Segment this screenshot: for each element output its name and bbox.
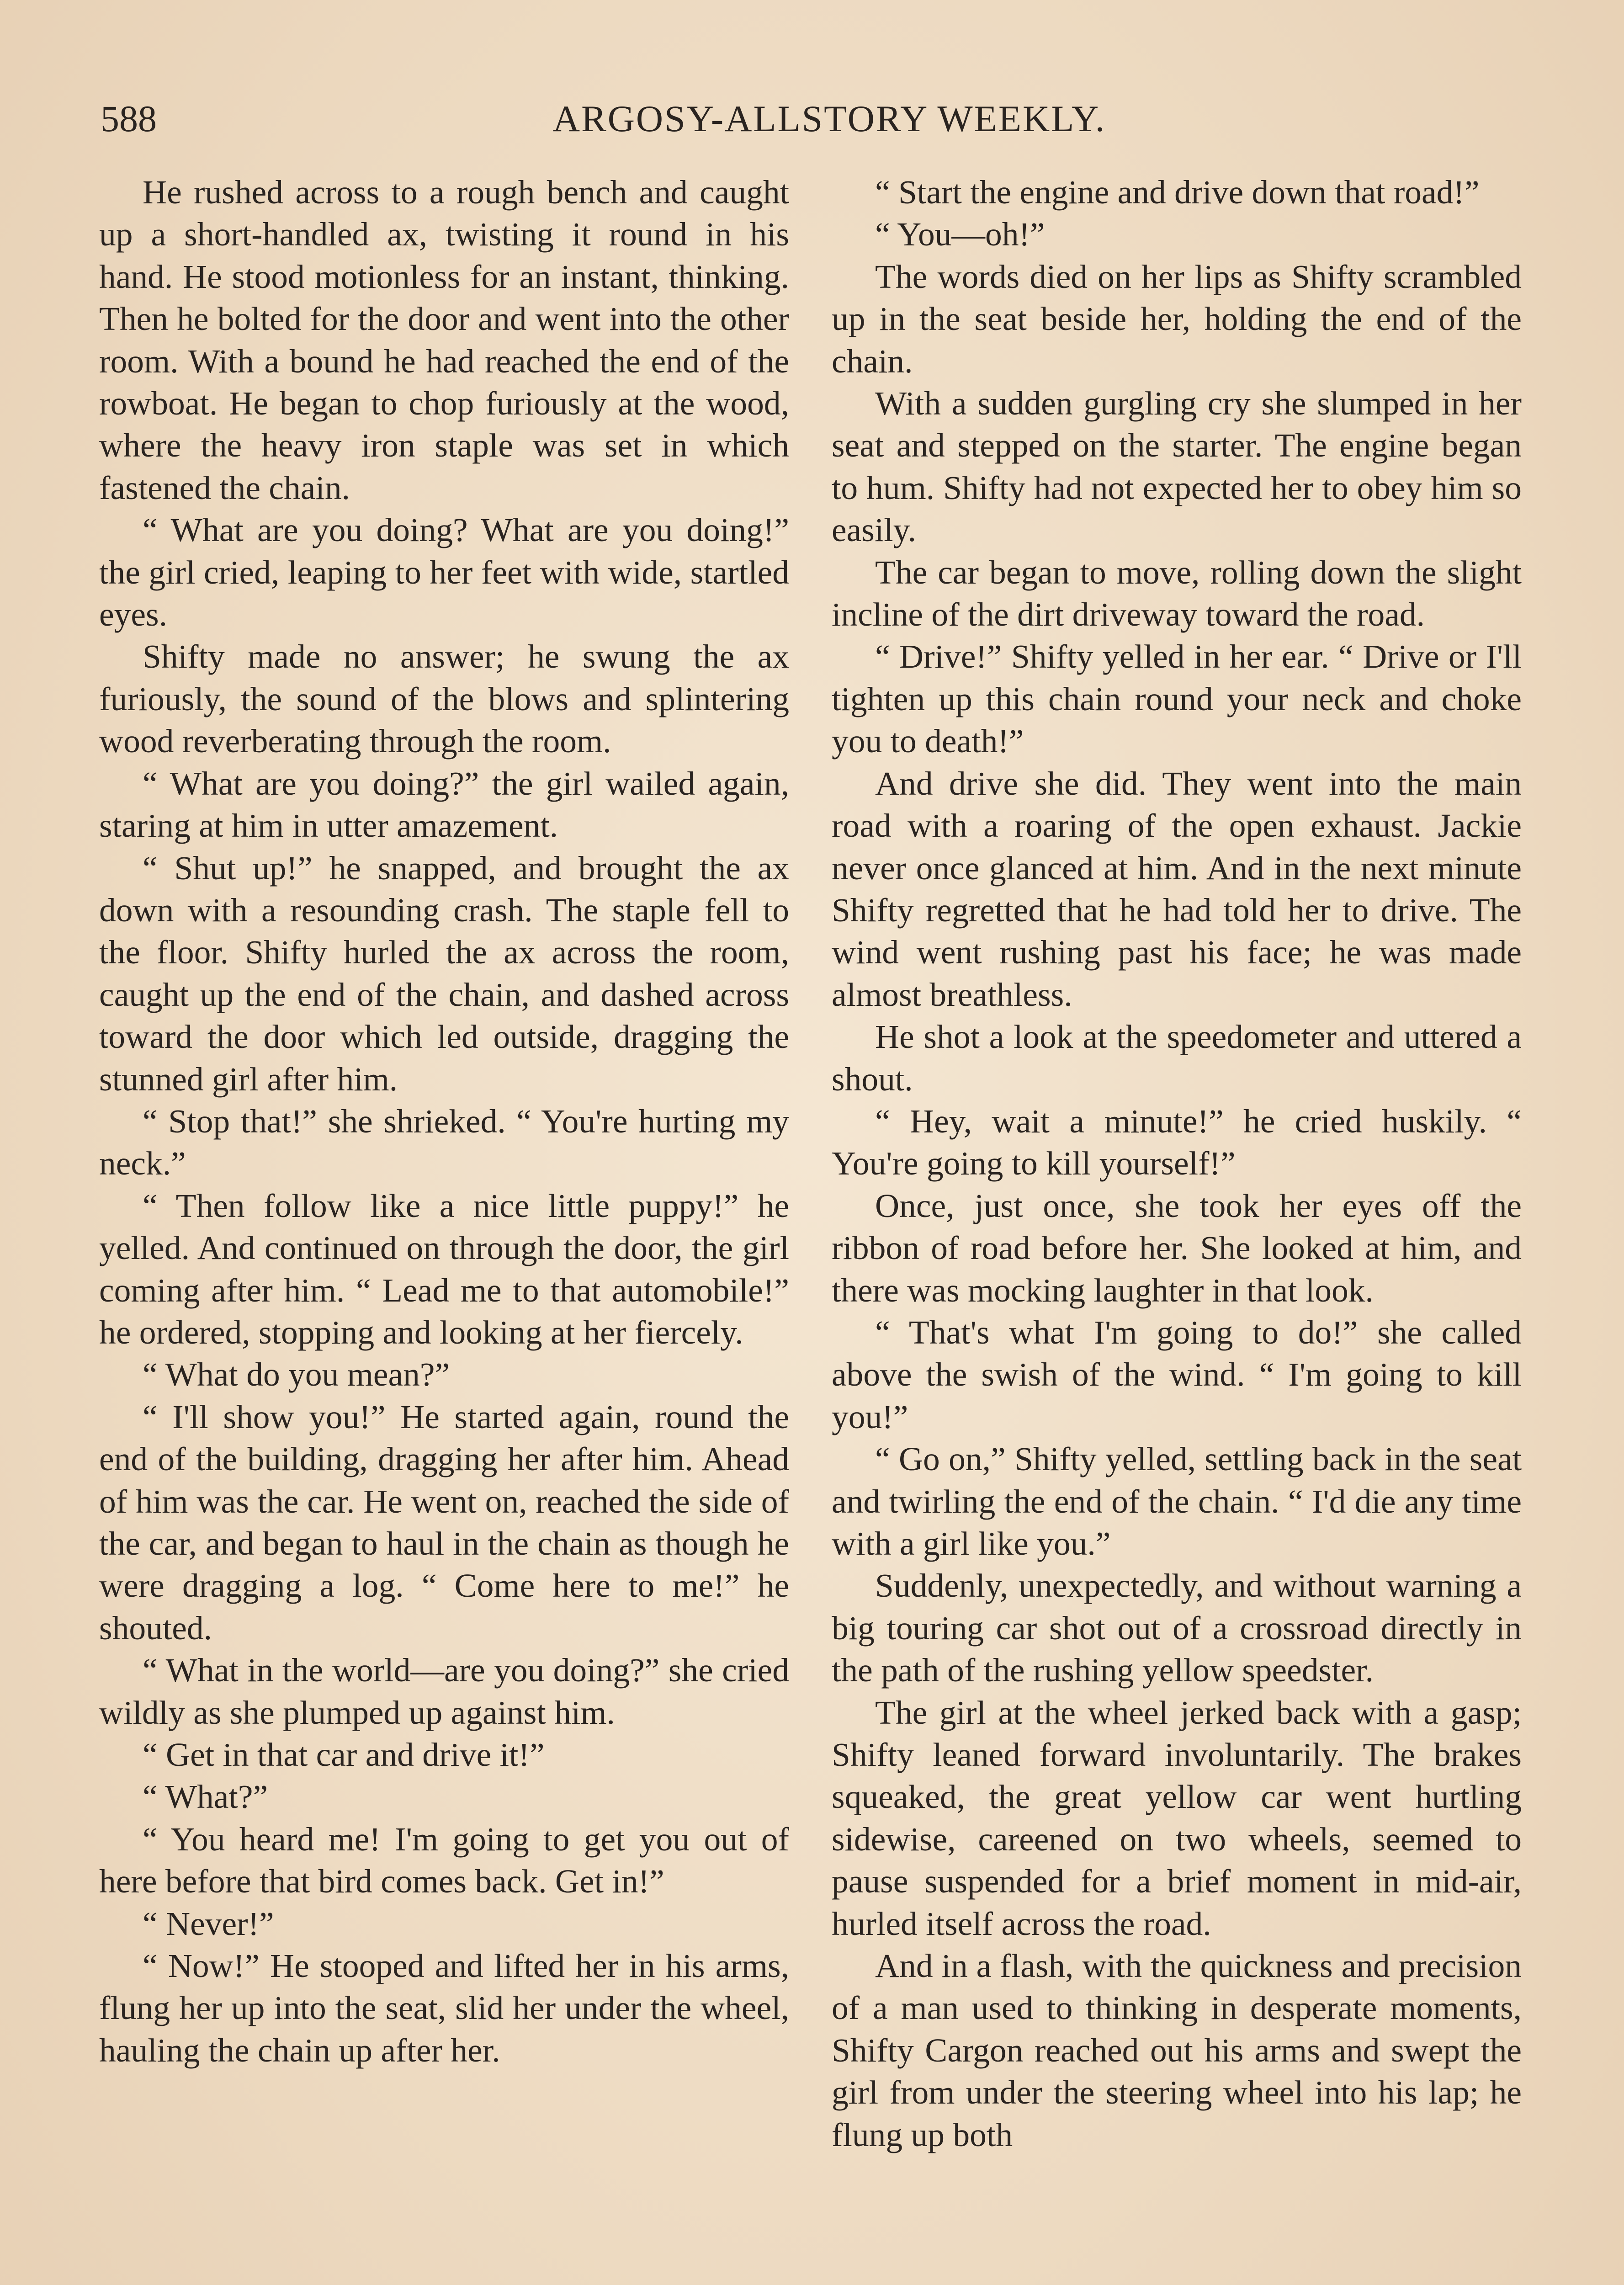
paragraph: “ Hey, wait a minute!” he cried huskily. “ You're going to kill yourself!” [832,1102,1522,1182]
paragraph: “ Start the engine and drive down that road!” [875,174,1480,211]
paragraph: “ Shut up!” he snapped, and brought the ax down with a resounding crash. The staple fell to the floor. Shifty hurled the ax across the room, caught up the end of the chain, and dashed across toward the door which led outside, dragging the stunned girl after him. [99,849,789,1098]
page-number: 588 [101,98,157,139]
paragraph: “ Drive!” Shifty yelled in her ear. “ Drive or I'll tighten up this chain round your neck and choke you to death!” [832,638,1522,760]
paragraph: “ What?” [143,1778,268,1816]
paragraph: Suddenly, unexpectedly, and without warning a big touring car shot out of a crossroad directly in the path of the rushing yellow speedster. [832,1567,1522,1689]
paragraph: Once, just once, she took her eyes off the ribbon of road before her. She looked at him, and there was mocking laughter in that look. [832,1187,1522,1309]
paragraph: “ You heard me! I'm going to get you out of here before that bird comes back. Get in!” [99,1820,789,1900]
paragraph: “ Never!” [143,1905,274,1942]
paragraph: He shot a look at the speedometer and uttered a shout. [832,1018,1522,1098]
paragraph: The words died on her lips as Shifty scrambled up in the seat beside her, holding the end of the chain. [832,258,1522,380]
page-header [101,91,1517,146]
paragraph: “ Now!” He stooped and lifted her in his arms, flung her up into the seat, slid her under the wheel, hauling the chain up after her. [99,1947,789,2069]
paragraph: “ Then follow like a nice little puppy!” he yelled. And continued on through the door, the girl coming after him. “ Lead me to that automobile!” he ordered, stopping and looking at her fiercely. [99,1187,789,1351]
paragraph: “ You—oh!” [875,216,1045,253]
paragraph: “ Go on,” Shifty yelled, settling back in the seat and twirling the end of the chain. “ I'd die any time with a girl like you.” [832,1440,1522,1562]
text-column-left [99,171,789,2072]
running-head: ARGOSY-ALLSTORY WEEKLY. [552,98,1106,139]
paragraph: With a sudden gurgling cry she slumped in her seat and stepped on the starter. The engine began to hum. Shifty had not expected her to obey him so easily. [832,385,1522,549]
paragraph: “ What do you mean?” [143,1356,450,1393]
paragraph: The girl at the wheel jerked back with a gasp; Shifty leaned forward involuntarily. The brakes squeaked, the great yellow car went hurtling sidewise, careened on two wheels, seemed to pause suspended for a brief moment in mid-air, hurled itself across the road. [832,1694,1522,1942]
paragraph: “ What are you doing?” the girl wailed again, staring at him in utter amazement. [99,765,789,845]
paragraph: “ What are you doing? What are you doing!” the girl cried, leaping to her feet with wide, startled eyes. [99,511,789,633]
paragraph: Shifty made no answer; he swung the ax furiously, the sound of the blows and splintering wood reverberating through the room. [99,638,789,760]
paragraph: He rushed across to a rough bench and caught up a short-handled ax, twisting it round in his hand. He stood motionless for an instant, thinking. Then he bolted for the door and went into the other room. With a bound he had reached the end of the rowboat. He began to chop furiously at the wood, where the heavy iron staple was set in which fastened the chain. [99,174,789,506]
text-column-right [832,171,1522,2156]
paragraph: “ Get in that car and drive it!” [143,1736,545,1774]
paragraph: And in a flash, with the quickness and precision of a man used to thinking in desperate moments, Shifty Cargon reached out his arms and swept the girl from under the steering wheel into his lap; he flung up both [832,1947,1522,2153]
paragraph: The car began to move, rolling down the slight incline of the dirt driveway toward the road. [832,553,1522,633]
paragraph: “ I'll show you!” He started again, round the end of the building, dragging her after him. Ahead of him was the car. He went on, reached the side of the car, and began to haul in the chain as though he were dragging a log. “ Come here to me!” he shouted. [99,1398,789,1647]
paragraph: And drive she did. They went into the main road with a roaring of the open exhaust. Jackie never once glanced at him. And in the next minute Shifty regretted that he had told her to drive. The wind went rushing past his face; he was made almost breathless. [832,765,1522,1013]
paragraph: “ That's what I'm going to do!” she called above the swish of the wind. “ I'm going to kill you!” [832,1313,1522,1435]
paragraph: “ What in the world—are you doing?” she cried wildly as she plumped up against him. [99,1652,789,1731]
paragraph: “ Stop that!” she shrieked. “ You're hurting my neck.” [99,1102,789,1182]
